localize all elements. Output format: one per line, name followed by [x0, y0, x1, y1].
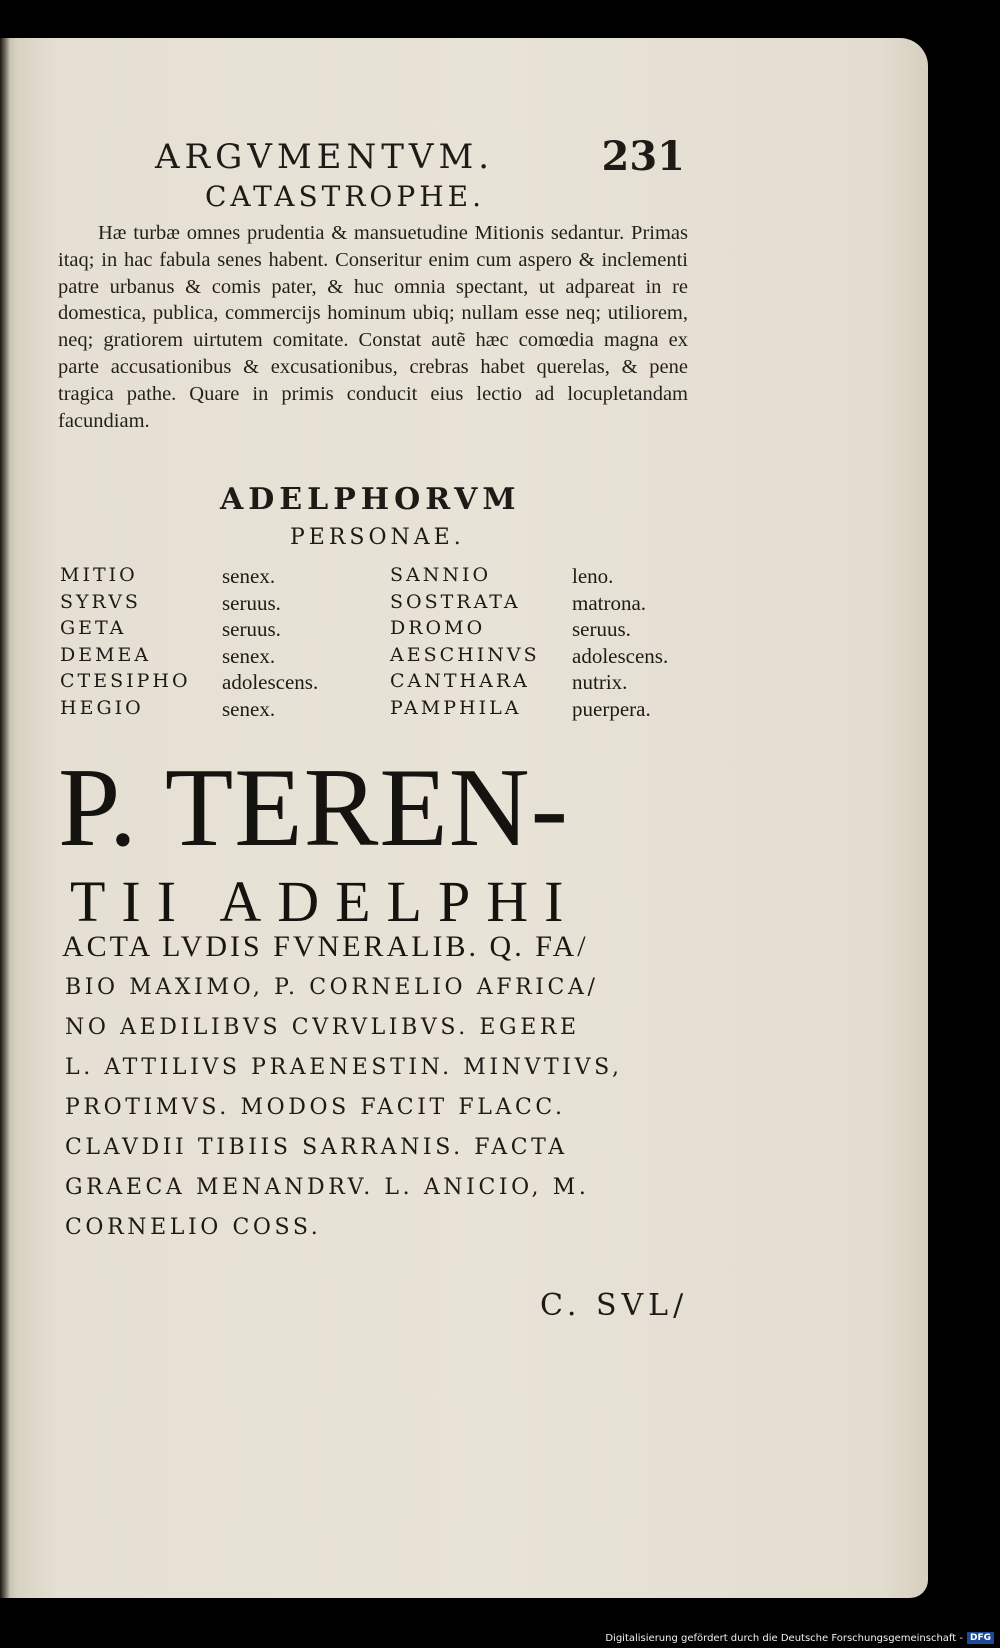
didascalia-block [65, 975, 695, 1255]
dfg-logo-icon: DFG [967, 1632, 994, 1644]
cast-name: SYRVS [60, 590, 141, 613]
cast-entry [390, 591, 720, 618]
cast-role: matrona. [572, 590, 647, 615]
cast-entry [390, 617, 720, 644]
cast-role: adolescens. [572, 643, 669, 668]
cast-column-right [390, 564, 720, 724]
cast-role: seruus. [572, 617, 631, 642]
cast-name: HEGIO [60, 696, 144, 719]
didascalia-line: L. ATTILIVS PRAENESTIN. MINVTIVS, [65, 1055, 623, 1080]
cast-entry [390, 670, 720, 697]
cast-entry [390, 644, 720, 671]
cast-role: senex. [222, 643, 276, 668]
cast-role: adolescens. [222, 670, 319, 695]
cast-entry [60, 617, 390, 644]
cast-name: MITIO [60, 564, 138, 586]
catchword: C. SVL/ [540, 1288, 689, 1323]
cast-entry [60, 564, 390, 591]
play-title-large: P. TEREN- [58, 746, 569, 870]
page-number: 231 [601, 133, 685, 180]
cast-entry [60, 591, 390, 618]
persons-title: ADELPHORVM [220, 482, 521, 517]
cast-name: SOSTRATA [390, 590, 521, 613]
argument-paragraph: Hæ turbæ omnes prudentia & mansuetudine Mitionis sedantur. Primas itaq; in hac fabula senes habent. Conseritur enim cum aspero & inclementi patre urbanus & comis pater, & huc omnia spectant, ut adpareat in re domestica, publica, commercijs hominum ubiq; nullam esse neq; utiliorem, neq; gratiorem uirtutem comitate. Constat autẽ hæc comœdia magna ex parte accusationibus & excusationibus, crebras habet querelas, & pene tragica pathe. Quare in primis conducit eius lectio ad locupletandam facundiam. [58, 222, 688, 432]
cast-entry [60, 670, 390, 697]
didascalia-line: CORNELIO COSS. [65, 1215, 322, 1240]
binding-shadow [0, 38, 10, 1598]
persons-subtitle: PERSONAE. [290, 525, 465, 550]
cast-role: seruus. [222, 590, 281, 615]
cast-entry [390, 697, 720, 724]
cast-role: seruus. [222, 617, 281, 642]
cast-role: senex. [222, 564, 276, 588]
cast-name: CANTHARA [390, 670, 530, 693]
footer-text: Digitalisierung gefördert durch die Deutsche Forschungsgemeinschaft - [605, 1632, 963, 1644]
cast-entry [60, 644, 390, 671]
didascalia-line: GRAECA MENANDRV. L. ANICIO, M. [65, 1175, 590, 1200]
didascalia-line: NO AEDILIBVS CVRVLIBVS. EGERE [65, 1015, 580, 1040]
cast-name: PAMPHILA [390, 696, 522, 719]
play-title-line-3: ACTA LVDIS FVNERALIB. Q. FA/ [62, 930, 589, 963]
header-title: ARGVMENTVM. [155, 137, 495, 177]
digitization-footer [605, 1632, 994, 1644]
section-heading: CATASTROPHE. [205, 180, 485, 213]
cast-name: GETA [60, 617, 127, 640]
cast-entry [60, 697, 390, 724]
cast-name: CTESIPHO [60, 670, 191, 693]
cast-column-left [60, 564, 390, 724]
didascalia-line: BIO MAXIMO, P. CORNELIO AFRICA/ [65, 975, 599, 1000]
cast-role: puerpera. [572, 696, 651, 721]
cast-role: senex. [222, 696, 276, 721]
cast-name: DEMEA [60, 643, 152, 666]
cast-role: nutrix. [572, 670, 628, 695]
didascalia-line: PROTIMVS. MODOS FACIT FLACC. [65, 1095, 566, 1120]
cast-list [60, 564, 700, 724]
cast-name: DROMO [390, 617, 486, 640]
cast-role: leno. [572, 564, 614, 588]
cast-name: SANNIO [390, 564, 492, 586]
cast-entry [390, 564, 720, 591]
cast-name: AESCHINVS [390, 643, 540, 666]
didascalia-line: CLAVDII TIBIIS SARRANIS. FACTA [65, 1135, 568, 1160]
play-title-line-2: TII ADELPHI [70, 869, 580, 934]
